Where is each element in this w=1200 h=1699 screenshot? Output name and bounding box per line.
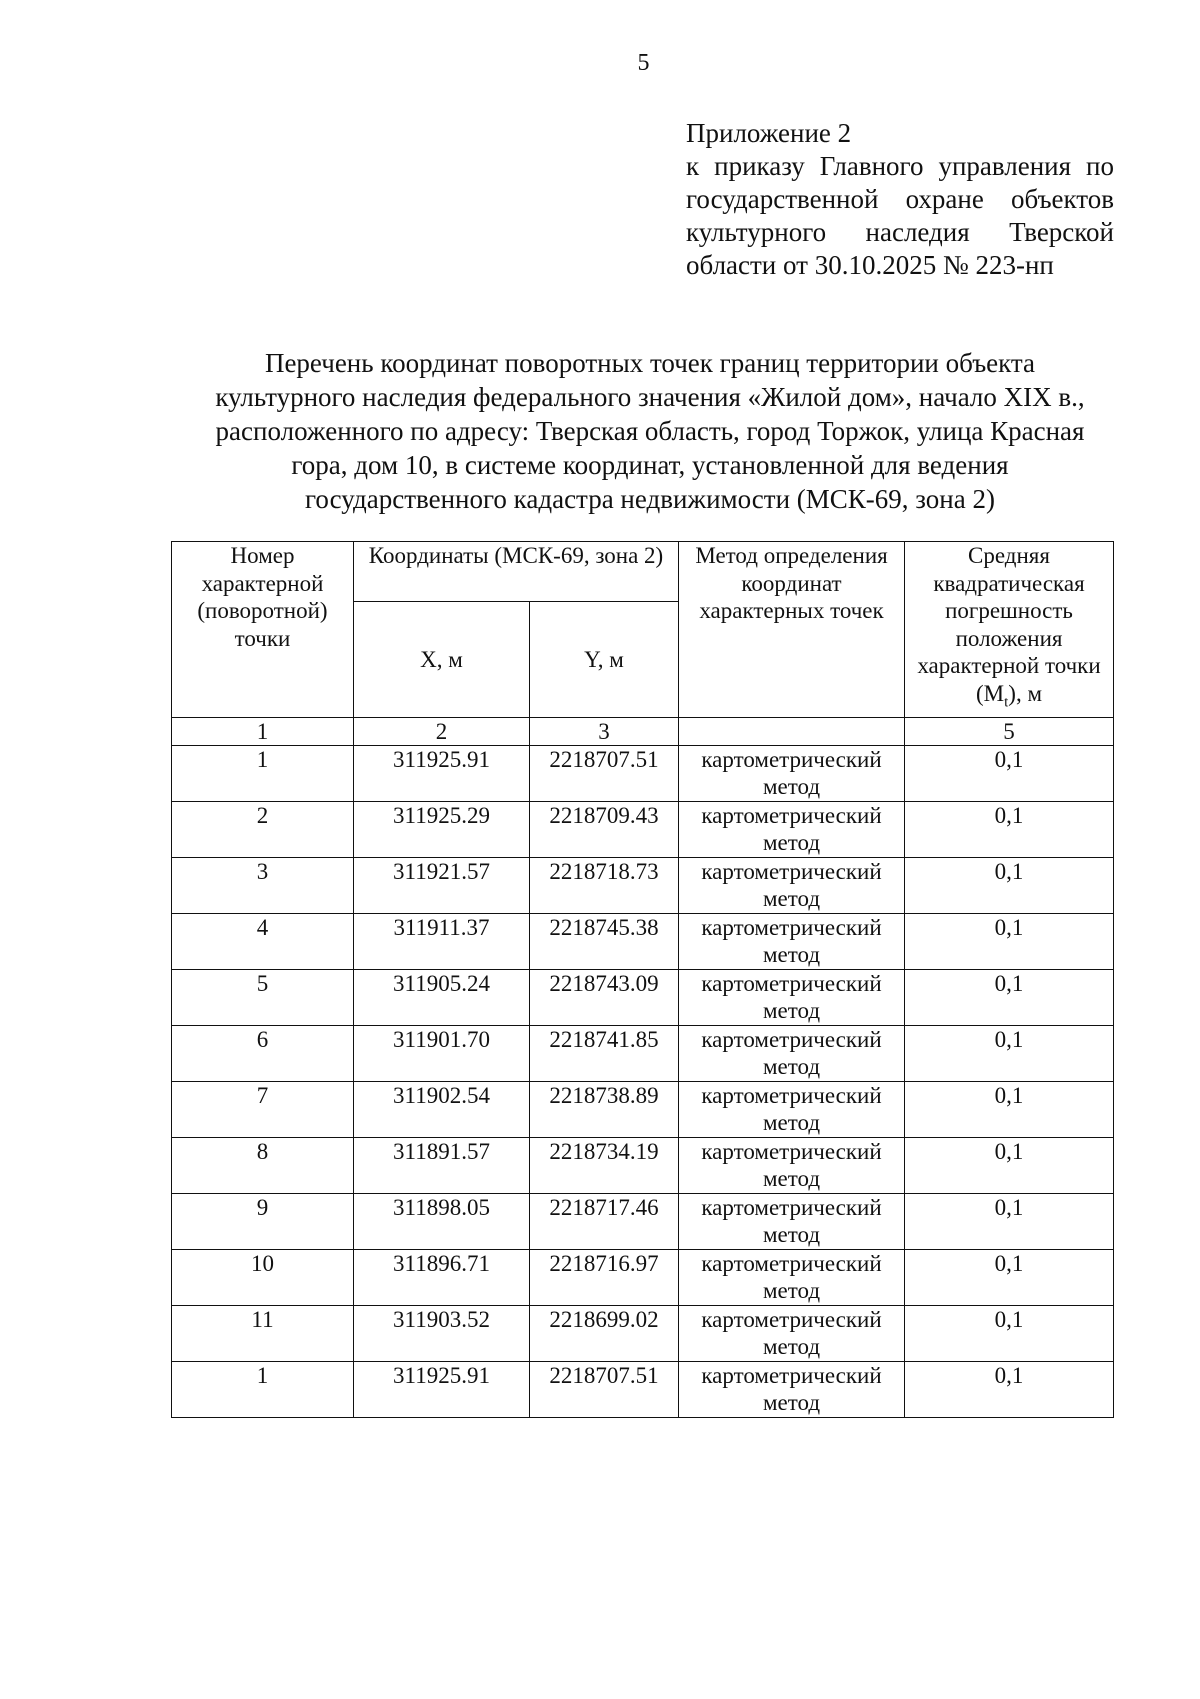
appendix-block: [686, 117, 1114, 282]
cell-y: 2218745.38: [530, 913, 679, 969]
cell-method: картометрический метод: [679, 1081, 905, 1137]
document-title: [150, 346, 1150, 516]
cell-method: картометрический метод: [679, 1305, 905, 1361]
cell-y: 2218743.09: [530, 969, 679, 1025]
table-row: [172, 1081, 1114, 1137]
cell-x: 311921.57: [354, 857, 530, 913]
cell-y: 2218716.97: [530, 1249, 679, 1305]
cell-method: картометрический метод: [679, 913, 905, 969]
cell-error: 0,1: [905, 1193, 1114, 1249]
appendix-title: Приложение 2: [686, 118, 852, 148]
cell-method: картометрический метод: [679, 801, 905, 857]
cell-error: 0,1: [905, 1305, 1114, 1361]
appendix-line: области от 30.10.2025 № 223-нп: [686, 250, 1054, 280]
cell-error: 0,1: [905, 1137, 1114, 1193]
table-row: [172, 913, 1114, 969]
cell-error: 0,1: [905, 801, 1114, 857]
page-number: 5: [637, 50, 650, 76]
cell-method: картометрический метод: [679, 969, 905, 1025]
cell-x: 311903.52: [354, 1305, 530, 1361]
cell-point-number: 1: [172, 745, 354, 801]
cell-method: картометрический метод: [679, 1025, 905, 1081]
cell-point-number: 9: [172, 1193, 354, 1249]
column-number: 2: [354, 717, 530, 745]
header-method: Метод определения координат характерных точек: [679, 542, 905, 718]
cell-error: 0,1: [905, 1025, 1114, 1081]
cell-error: 0,1: [905, 1249, 1114, 1305]
cell-point-number: 1: [172, 1361, 354, 1417]
table-row: [172, 1305, 1114, 1361]
column-numbering-row: [172, 717, 1114, 745]
table-row: [172, 1249, 1114, 1305]
cell-y: 2218734.19: [530, 1137, 679, 1193]
cell-method: картометрический метод: [679, 1361, 905, 1417]
title-line: Перечень координат поворотных точек границ территории объекта: [264, 348, 1036, 378]
cell-point-number: 3: [172, 857, 354, 913]
cell-method: картометрический метод: [679, 1137, 905, 1193]
table-row: [172, 745, 1114, 801]
cell-x: 311911.37: [354, 913, 530, 969]
header-coordinates: Координаты (МСК-69, зона 2): [354, 542, 679, 602]
title-line: расположенного по адресу: Тверская область, город Торжок, улица Красная: [215, 416, 1085, 446]
cell-x: 311925.91: [354, 745, 530, 801]
cell-y: 2218741.85: [530, 1025, 679, 1081]
cell-method: картометрический метод: [679, 1249, 905, 1305]
table-row: [172, 857, 1114, 913]
cell-point-number: 4: [172, 913, 354, 969]
header-point-number: Номер характерной (поворотной) точки: [172, 542, 354, 718]
cell-y: 2218718.73: [530, 857, 679, 913]
cell-point-number: 6: [172, 1025, 354, 1081]
column-number: [679, 717, 905, 745]
cell-y: 2218717.46: [530, 1193, 679, 1249]
cell-x: 311905.24: [354, 969, 530, 1025]
cell-y: 2218699.02: [530, 1305, 679, 1361]
cell-x: 311925.91: [354, 1361, 530, 1417]
cell-point-number: 11: [172, 1305, 354, 1361]
table-row: [172, 1025, 1114, 1081]
table-row: [172, 969, 1114, 1025]
appendix-line: государственной охране объектов: [686, 184, 1114, 214]
cell-x: 311925.29: [354, 801, 530, 857]
cell-error: 0,1: [905, 1081, 1114, 1137]
cell-y: 2218738.89: [530, 1081, 679, 1137]
cell-point-number: 5: [172, 969, 354, 1025]
cell-x: 311902.54: [354, 1081, 530, 1137]
column-number: 1: [172, 717, 354, 745]
cell-point-number: 8: [172, 1137, 354, 1193]
title-line: культурного наследия федерального значения «Жилой дом», начало XIX в.,: [215, 382, 1085, 412]
table-row: [172, 1137, 1114, 1193]
table-row: [172, 1361, 1114, 1417]
header-x: X, м: [354, 602, 530, 717]
cell-error: 0,1: [905, 1361, 1114, 1417]
table-row: [172, 801, 1114, 857]
coordinates-table: [171, 541, 1114, 1418]
cell-x: 311896.71: [354, 1249, 530, 1305]
cell-y: 2218707.51: [530, 1361, 679, 1417]
cell-y: 2218707.51: [530, 745, 679, 801]
cell-point-number: 2: [172, 801, 354, 857]
cell-error: 0,1: [905, 969, 1114, 1025]
column-number: 5: [905, 717, 1114, 745]
cell-error: 0,1: [905, 913, 1114, 969]
cell-point-number: 7: [172, 1081, 354, 1137]
cell-x: 311898.05: [354, 1193, 530, 1249]
header-y: Y, м: [530, 602, 679, 717]
title-line: государственного кадастра недвижимости (МСК-69, зона 2): [305, 484, 995, 514]
cell-error: 0,1: [905, 857, 1114, 913]
cell-x: 311891.57: [354, 1137, 530, 1193]
cell-error: 0,1: [905, 745, 1114, 801]
cell-y: 2218709.43: [530, 801, 679, 857]
cell-method: картометрический метод: [679, 1193, 905, 1249]
cell-method: картометрический метод: [679, 745, 905, 801]
title-line: гора, дом 10, в системе координат, установленной для ведения: [291, 450, 1009, 480]
column-number: 3: [530, 717, 679, 745]
table-row: [172, 1193, 1114, 1249]
appendix-line: к приказу Главного управления по: [686, 151, 1114, 181]
cell-x: 311901.70: [354, 1025, 530, 1081]
cell-point-number: 10: [172, 1249, 354, 1305]
cell-method: картометрический метод: [679, 857, 905, 913]
header-error: Средняя квадратическая погрешность положения характерной точки $(M_t)$, м: [905, 542, 1114, 718]
appendix-line: культурного наследия Тверской: [686, 217, 1114, 247]
